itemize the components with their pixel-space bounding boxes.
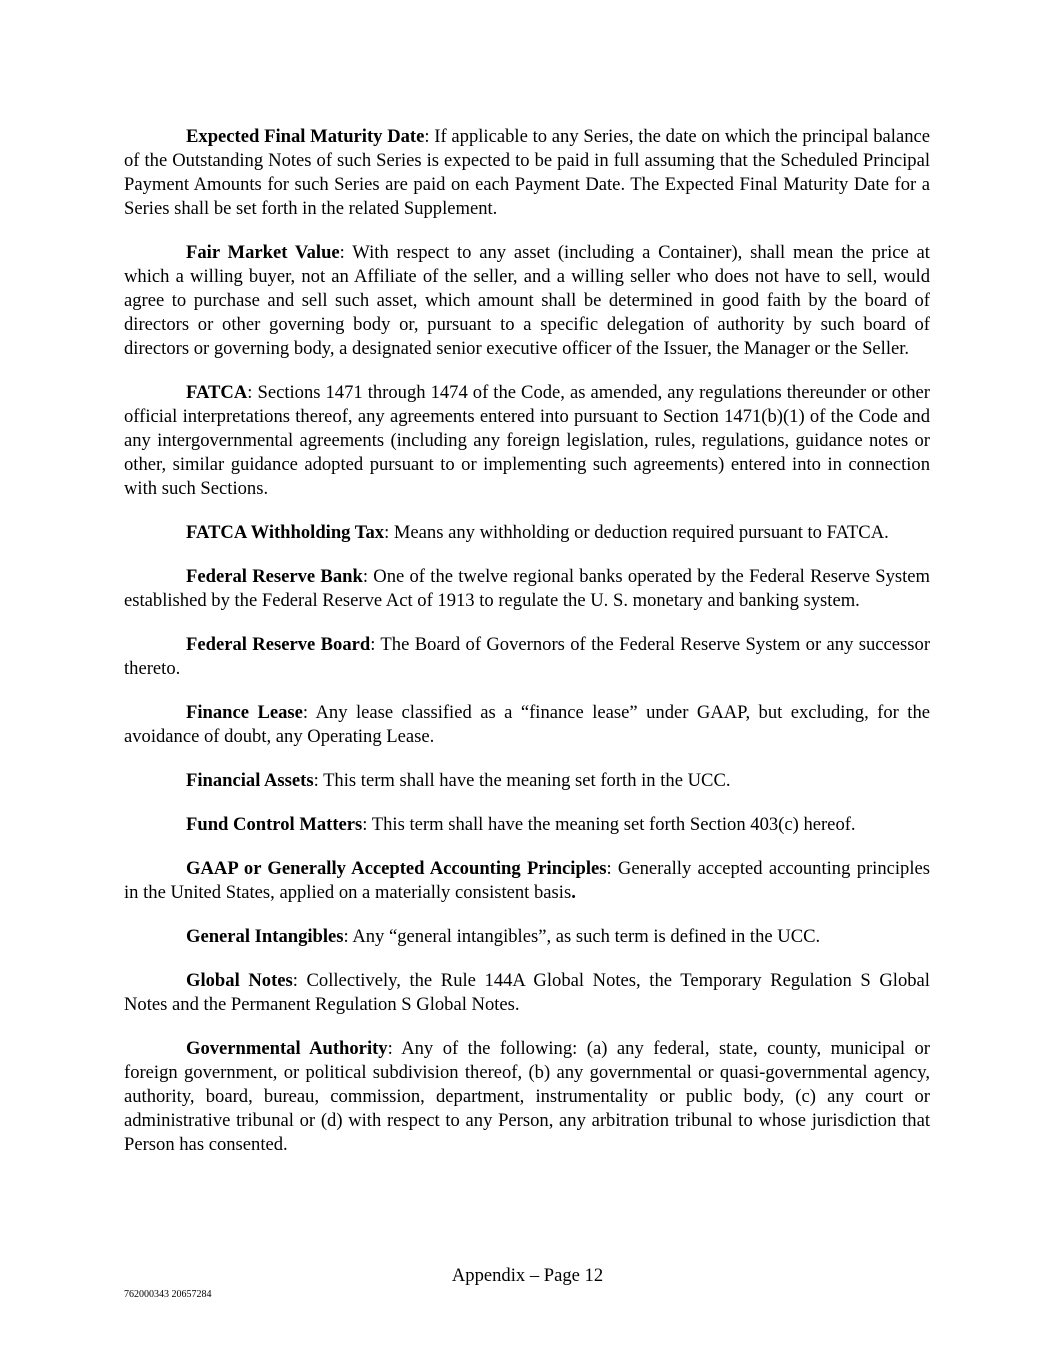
document-id-footer: 762000343 20657284 <box>124 1289 212 1300</box>
definition-text: : One of the twelve regional banks operated by the Federal Reserve System established by the Federal Reserve Act of 1913 to regulate the U. S. monetary and banking system. <box>124 566 931 611</box>
page-number-footer: Appendix – Page 12 <box>451 1265 604 1286</box>
definition-gaap <box>124 857 930 905</box>
definition-text: : With respect to any asset (including a Container), shall mean the price at which a willing buyer, not an Affiliate of the seller, and a willing seller who does not have to sell, would agree to purchase and sell such asset, which amount shall be determined in good faith by the board of directors or other governing body or, pursuant to a specific delegation of authority by such board of directors or governing body, a designated senior executive officer of the Issuer, the Manager or the Seller. <box>124 242 930 359</box>
definition-text: : If applicable to any Series, the date on which the principal balance of the Outstanding Notes of such Series is expected to be paid in full assuming that the Scheduled Principal Payment Amounts for such Series are paid on each Payment Date. The Expected Final Maturity Date for a Series shall be set forth in the related Supplement. <box>124 126 931 219</box>
definition-text: : Any “general intangibles”, as such term is defined in the UCC. <box>343 926 821 947</box>
definition-term: FATCA <box>186 382 248 403</box>
definition-expected-final-maturity-date <box>124 125 930 221</box>
definition-fund-control-matters <box>124 813 930 837</box>
definition-term: Financial Assets <box>186 770 314 791</box>
definition-text: : The Board of Governors of the Federal Reserve System or any successor thereto. <box>124 634 931 679</box>
definition-text: : Collectively, the Rule 144A Global Notes, the Temporary Regulation S Global Notes and the Permanent Regulation S Global Notes. <box>124 970 930 1015</box>
definition-governmental-authority <box>124 1037 930 1157</box>
definition-term: Fund Control Matters <box>186 814 363 835</box>
definition-term: Expected Final Maturity Date <box>186 126 425 147</box>
definition-text: : Any lease classified as a “finance lease” under GAAP, but excluding, for the avoidance of doubt, any Operating Lease. <box>124 702 930 747</box>
definition-term: Governmental Authority <box>186 1038 388 1059</box>
definition-term: Fair Market Value <box>186 242 340 263</box>
definition-general-intangibles <box>124 925 930 949</box>
definition-term: Global Notes <box>186 970 293 991</box>
definition-financial-assets <box>124 769 930 793</box>
definition-tail: . <box>571 882 576 903</box>
definition-term: Finance Lease <box>186 702 303 723</box>
definition-fatca-withholding-tax <box>124 521 930 545</box>
definition-text: : Generally accepted accounting principles in the United States, applied on a materially consistent basis <box>124 858 931 903</box>
definition-text: : This term shall have the meaning set forth in the UCC. <box>313 770 731 791</box>
definition-term: FATCA Withholding Tax <box>186 522 385 543</box>
definition-text: : This term shall have the meaning set forth Section 403(c) hereof. <box>362 814 856 835</box>
definition-federal-reserve-bank <box>124 565 930 613</box>
definition-federal-reserve-board <box>124 633 930 681</box>
definition-text: : Sections 1471 through 1474 of the Code, as amended, any regulations thereunder or other official interpretations thereof, any agreements entered into pursuant to Section 1471(b)(1) of the Code and any intergovernmental agreements (including any foreign legislation, rules, regulations, guidance notes or other, similar guidance adopted pursuant to or implementing such agreements) entered into in connection with such Sections. <box>124 382 930 499</box>
definition-text: : Means any withholding or deduction required pursuant to FATCA. <box>384 522 889 543</box>
definition-fair-market-value <box>124 241 930 361</box>
definition-fatca <box>124 381 930 501</box>
definition-finance-lease <box>124 701 930 749</box>
definition-term: General Intangibles <box>186 926 344 947</box>
definition-term: GAAP or Generally Accepted Accounting Principles <box>186 858 607 879</box>
definitions-list <box>124 125 930 1177</box>
definition-term: Federal Reserve Board <box>186 634 371 655</box>
definition-term: Federal Reserve Bank <box>186 566 363 587</box>
definition-text: : Any of the following: (a) any federal, state, county, municipal or foreign government, or political subdivision thereof, (b) any governmental or quasi-governmental agency, authority, board, bureau, commission, department, instrumentality or public body, (c) any court or administrative tribunal or (d) with respect to any Person, any arbitration tribunal to whose jurisdiction that Person has consented. <box>124 1038 930 1155</box>
definition-global-notes <box>124 969 930 1017</box>
